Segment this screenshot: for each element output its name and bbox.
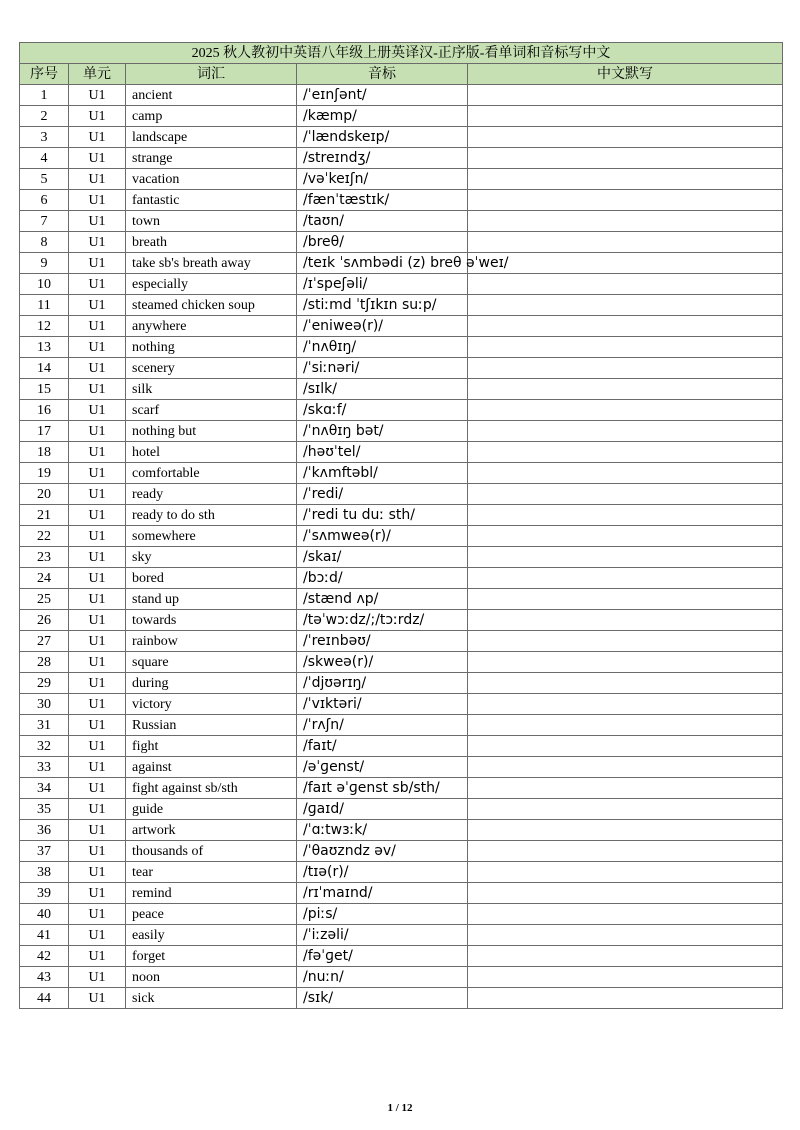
row-phonetic: /fəˈɡet/: [297, 946, 468, 967]
table-row: [20, 778, 783, 799]
row-answer-blank[interactable]: [468, 904, 783, 925]
header-unit: 单元: [69, 64, 126, 85]
row-phonetic: /ˈɑːtwɜːk/: [297, 820, 468, 841]
row-phonetic: /fænˈtæstɪk/: [297, 190, 468, 211]
row-unit: U1: [69, 85, 126, 106]
row-answer-blank[interactable]: [468, 232, 783, 253]
row-unit: U1: [69, 127, 126, 148]
row-phonetic: /ˈredi tu duː sth/: [297, 505, 468, 526]
row-phonetic: /breθ/: [297, 232, 468, 253]
row-word: nothing but: [126, 421, 297, 442]
row-number: 23: [20, 547, 69, 568]
row-phonetic: /ˈnʌθɪŋ bət/: [297, 421, 468, 442]
row-number: 17: [20, 421, 69, 442]
row-answer-blank[interactable]: [468, 190, 783, 211]
row-number: 29: [20, 673, 69, 694]
table-row: [20, 736, 783, 757]
table-row: [20, 568, 783, 589]
row-word: bored: [126, 568, 297, 589]
row-phonetic: /skaɪ/: [297, 547, 468, 568]
row-unit: U1: [69, 505, 126, 526]
row-word: artwork: [126, 820, 297, 841]
row-word: hotel: [126, 442, 297, 463]
row-unit: U1: [69, 316, 126, 337]
row-number: 1: [20, 85, 69, 106]
row-number: 9: [20, 253, 69, 274]
row-answer-blank[interactable]: [468, 862, 783, 883]
row-unit: U1: [69, 946, 126, 967]
row-word: anywhere: [126, 316, 297, 337]
row-phonetic: /piːs/: [297, 904, 468, 925]
row-number: 40: [20, 904, 69, 925]
row-answer-blank[interactable]: [468, 799, 783, 820]
row-number: 25: [20, 589, 69, 610]
row-answer-blank[interactable]: [468, 316, 783, 337]
row-unit: U1: [69, 841, 126, 862]
row-unit: U1: [69, 379, 126, 400]
table-body: [20, 85, 783, 1009]
row-answer-blank[interactable]: [468, 589, 783, 610]
row-unit: U1: [69, 253, 126, 274]
row-number: 18: [20, 442, 69, 463]
row-unit: U1: [69, 463, 126, 484]
row-number: 22: [20, 526, 69, 547]
row-word: remind: [126, 883, 297, 904]
row-phonetic: /həʊˈtel/: [297, 442, 468, 463]
row-word: strange: [126, 148, 297, 169]
header-word: 词汇: [126, 64, 297, 85]
row-number: 37: [20, 841, 69, 862]
row-phonetic: /vəˈkeɪʃn/: [297, 169, 468, 190]
row-unit: U1: [69, 148, 126, 169]
table-row: [20, 169, 783, 190]
row-unit: U1: [69, 925, 126, 946]
row-answer-blank[interactable]: [468, 610, 783, 631]
row-number: 43: [20, 967, 69, 988]
row-word: stand up: [126, 589, 297, 610]
row-answer-blank[interactable]: [468, 967, 783, 988]
row-word: forget: [126, 946, 297, 967]
row-unit: U1: [69, 778, 126, 799]
table-row: [20, 526, 783, 547]
row-word: against: [126, 757, 297, 778]
row-number: 28: [20, 652, 69, 673]
table-row: [20, 232, 783, 253]
row-answer-blank[interactable]: [468, 253, 783, 274]
row-answer-blank[interactable]: [468, 85, 783, 106]
row-unit: U1: [69, 274, 126, 295]
row-phonetic: /ɡaɪd/: [297, 799, 468, 820]
row-number: 33: [20, 757, 69, 778]
table-row: [20, 379, 783, 400]
table-row: [20, 274, 783, 295]
row-word: sick: [126, 988, 297, 1009]
row-word: victory: [126, 694, 297, 715]
row-phonetic: /ˈvɪktəri/: [297, 694, 468, 715]
row-word: thousands of: [126, 841, 297, 862]
table-row: [20, 316, 783, 337]
table-row: [20, 211, 783, 232]
row-number: 16: [20, 400, 69, 421]
row-word: peace: [126, 904, 297, 925]
title-row: [20, 43, 783, 64]
row-phonetic: /ˈreɪnbəʊ/: [297, 631, 468, 652]
row-word: fight: [126, 736, 297, 757]
row-number: 34: [20, 778, 69, 799]
row-answer-blank[interactable]: [468, 274, 783, 295]
row-number: 10: [20, 274, 69, 295]
row-phonetic: /sɪk/: [297, 988, 468, 1009]
table-row: [20, 715, 783, 736]
table-row: [20, 673, 783, 694]
row-phonetic: /rɪˈmaɪnd/: [297, 883, 468, 904]
row-unit: U1: [69, 547, 126, 568]
row-word: nothing: [126, 337, 297, 358]
row-number: 19: [20, 463, 69, 484]
table-row: [20, 841, 783, 862]
row-word: silk: [126, 379, 297, 400]
row-phonetic: /streɪndʒ/: [297, 148, 468, 169]
row-answer-blank[interactable]: [468, 883, 783, 904]
row-unit: U1: [69, 442, 126, 463]
row-answer-blank[interactable]: [468, 106, 783, 127]
row-unit: U1: [69, 295, 126, 316]
row-phonetic: /stiːmd ˈtʃɪkɪn suːp/: [297, 295, 468, 316]
row-answer-blank[interactable]: [468, 148, 783, 169]
row-number: 21: [20, 505, 69, 526]
row-number: 31: [20, 715, 69, 736]
row-number: 6: [20, 190, 69, 211]
table-row: [20, 358, 783, 379]
row-number: 4: [20, 148, 69, 169]
row-phonetic: /skɑːf/: [297, 400, 468, 421]
row-number: 38: [20, 862, 69, 883]
row-number: 36: [20, 820, 69, 841]
table-row: [20, 127, 783, 148]
row-unit: U1: [69, 820, 126, 841]
row-answer-blank[interactable]: [468, 988, 783, 1009]
row-answer-blank[interactable]: [468, 631, 783, 652]
row-unit: U1: [69, 589, 126, 610]
table-row: [20, 652, 783, 673]
row-unit: U1: [69, 673, 126, 694]
row-phonetic: /ˈnʌθɪŋ/: [297, 337, 468, 358]
row-number: 39: [20, 883, 69, 904]
row-unit: U1: [69, 757, 126, 778]
table-row: [20, 106, 783, 127]
row-unit: U1: [69, 211, 126, 232]
row-unit: U1: [69, 484, 126, 505]
row-word: rainbow: [126, 631, 297, 652]
row-number: 41: [20, 925, 69, 946]
row-number: 35: [20, 799, 69, 820]
table-row: [20, 421, 783, 442]
row-number: 5: [20, 169, 69, 190]
row-answer-blank[interactable]: [468, 946, 783, 967]
row-answer-blank[interactable]: [468, 358, 783, 379]
table-row: [20, 610, 783, 631]
row-word: ready: [126, 484, 297, 505]
row-word: easily: [126, 925, 297, 946]
row-unit: U1: [69, 169, 126, 190]
row-answer-blank[interactable]: [468, 820, 783, 841]
row-unit: U1: [69, 568, 126, 589]
row-word: vacation: [126, 169, 297, 190]
row-word: scenery: [126, 358, 297, 379]
row-number: 32: [20, 736, 69, 757]
row-answer-blank[interactable]: [468, 169, 783, 190]
row-answer-blank[interactable]: [468, 652, 783, 673]
row-word: during: [126, 673, 297, 694]
row-unit: U1: [69, 694, 126, 715]
table-row: [20, 799, 783, 820]
row-phonetic: /bɔːd/: [297, 568, 468, 589]
row-phonetic: /ˈsiːnəri/: [297, 358, 468, 379]
row-unit: U1: [69, 400, 126, 421]
row-word: especially: [126, 274, 297, 295]
table-row: [20, 946, 783, 967]
row-unit: U1: [69, 610, 126, 631]
table-row: [20, 148, 783, 169]
table-row: [20, 295, 783, 316]
row-word: square: [126, 652, 297, 673]
row-word: somewhere: [126, 526, 297, 547]
row-unit: U1: [69, 631, 126, 652]
row-answer-blank[interactable]: [468, 337, 783, 358]
row-number: 42: [20, 946, 69, 967]
header-num: 序号: [20, 64, 69, 85]
row-number: 2: [20, 106, 69, 127]
header-ipa: 音标: [297, 64, 468, 85]
row-phonetic: /tɪə(r)/: [297, 862, 468, 883]
row-word: noon: [126, 967, 297, 988]
row-answer-blank[interactable]: [468, 295, 783, 316]
row-answer-blank[interactable]: [468, 547, 783, 568]
row-word: fantastic: [126, 190, 297, 211]
row-number: 8: [20, 232, 69, 253]
row-word: landscape: [126, 127, 297, 148]
row-unit: U1: [69, 190, 126, 211]
row-phonetic: /taʊn/: [297, 211, 468, 232]
row-phonetic: /ɪˈspeʃəli/: [297, 274, 468, 295]
table-row: [20, 484, 783, 505]
row-phonetic: /ˈlændskeɪp/: [297, 127, 468, 148]
row-number: 11: [20, 295, 69, 316]
row-phonetic: /faɪt/: [297, 736, 468, 757]
table-row: [20, 694, 783, 715]
row-phonetic: /ˈkʌmftəbl/: [297, 463, 468, 484]
table-row: [20, 253, 783, 274]
row-number: 44: [20, 988, 69, 1009]
row-answer-blank[interactable]: [468, 505, 783, 526]
row-unit: U1: [69, 904, 126, 925]
row-number: 27: [20, 631, 69, 652]
row-unit: U1: [69, 232, 126, 253]
row-unit: U1: [69, 106, 126, 127]
row-unit: U1: [69, 988, 126, 1009]
row-answer-blank[interactable]: [468, 778, 783, 799]
row-unit: U1: [69, 421, 126, 442]
row-unit: U1: [69, 967, 126, 988]
row-phonetic: /ˈeniweə(r)/: [297, 316, 468, 337]
row-word: fight against sb/sth: [126, 778, 297, 799]
table-row: [20, 400, 783, 421]
table-row: [20, 904, 783, 925]
row-answer-blank[interactable]: [468, 400, 783, 421]
row-word: town: [126, 211, 297, 232]
table-row: [20, 463, 783, 484]
row-answer-blank[interactable]: [468, 211, 783, 232]
row-number: 26: [20, 610, 69, 631]
row-phonetic: /stænd ʌp/: [297, 589, 468, 610]
row-number: 24: [20, 568, 69, 589]
table-row: [20, 85, 783, 106]
row-answer-blank[interactable]: [468, 673, 783, 694]
row-answer-blank[interactable]: [468, 484, 783, 505]
table-row: [20, 862, 783, 883]
table-row: [20, 505, 783, 526]
row-phonetic: /ˈrʌʃn/: [297, 715, 468, 736]
table-row: [20, 967, 783, 988]
row-unit: U1: [69, 337, 126, 358]
row-word: take sb's breath away: [126, 253, 297, 274]
table-row: [20, 631, 783, 652]
page-title: 2025 秋人教初中英语八年级上册英译汉-正序版-看单词和音标写中文: [20, 43, 783, 64]
row-phonetic: /əˈɡenst/: [297, 757, 468, 778]
row-answer-blank[interactable]: [468, 715, 783, 736]
row-answer-blank[interactable]: [468, 568, 783, 589]
row-number: 20: [20, 484, 69, 505]
row-word: scarf: [126, 400, 297, 421]
row-unit: U1: [69, 883, 126, 904]
row-word: Russian: [126, 715, 297, 736]
table-row: [20, 757, 783, 778]
row-phonetic: /ˈdjʊərɪŋ/: [297, 673, 468, 694]
table-row: [20, 883, 783, 904]
row-word: ancient: [126, 85, 297, 106]
row-phonetic: /nuːn/: [297, 967, 468, 988]
row-answer-blank[interactable]: [468, 379, 783, 400]
row-unit: U1: [69, 358, 126, 379]
row-word: towards: [126, 610, 297, 631]
row-phonetic: /skweə(r)/: [297, 652, 468, 673]
row-phonetic: /ˈiːzəli/: [297, 925, 468, 946]
row-answer-blank[interactable]: [468, 736, 783, 757]
table-row: [20, 820, 783, 841]
row-unit: U1: [69, 862, 126, 883]
row-word: ready to do sth: [126, 505, 297, 526]
row-number: 30: [20, 694, 69, 715]
row-phonetic: /ˈθaʊzndz əv/: [297, 841, 468, 862]
row-phonetic: /ˈsʌmweə(r)/: [297, 526, 468, 547]
row-number: 14: [20, 358, 69, 379]
row-word: tear: [126, 862, 297, 883]
table-row: [20, 442, 783, 463]
row-word: comfortable: [126, 463, 297, 484]
row-unit: U1: [69, 799, 126, 820]
row-number: 15: [20, 379, 69, 400]
row-unit: U1: [69, 526, 126, 547]
row-phonetic: /ˈeɪnʃənt/: [297, 85, 468, 106]
row-number: 13: [20, 337, 69, 358]
row-answer-blank[interactable]: [468, 757, 783, 778]
row-phonetic: /kæmp/: [297, 106, 468, 127]
row-word: camp: [126, 106, 297, 127]
row-unit: U1: [69, 652, 126, 673]
row-answer-blank[interactable]: [468, 526, 783, 547]
row-answer-blank[interactable]: [468, 463, 783, 484]
row-answer-blank[interactable]: [468, 421, 783, 442]
row-number: 7: [20, 211, 69, 232]
table-row: [20, 337, 783, 358]
row-phonetic: /təˈwɔːdz/;/tɔːrdz/: [297, 610, 468, 631]
table-row: [20, 589, 783, 610]
vocab-table: [19, 42, 783, 1009]
table-row: [20, 547, 783, 568]
row-answer-blank[interactable]: [468, 694, 783, 715]
table-row: [20, 190, 783, 211]
row-phonetic: /sɪlk/: [297, 379, 468, 400]
table-row: [20, 988, 783, 1009]
row-phonetic: /teɪk ˈsʌmbədi (z) breθ əˈweɪ/: [297, 253, 468, 274]
row-phonetic: /ˈredi/: [297, 484, 468, 505]
row-word: breath: [126, 232, 297, 253]
row-number: 3: [20, 127, 69, 148]
row-phonetic: /faɪt əˈɡenst sb/sth/: [297, 778, 468, 799]
header-cn: 中文默写: [468, 64, 783, 85]
table-row: [20, 925, 783, 946]
row-answer-blank[interactable]: [468, 925, 783, 946]
row-unit: U1: [69, 736, 126, 757]
row-word: steamed chicken soup: [126, 295, 297, 316]
row-answer-blank[interactable]: [468, 442, 783, 463]
row-answer-blank[interactable]: [468, 841, 783, 862]
row-answer-blank[interactable]: [468, 127, 783, 148]
row-number: 12: [20, 316, 69, 337]
row-word: guide: [126, 799, 297, 820]
header-row: [20, 64, 783, 85]
row-word: sky: [126, 547, 297, 568]
page-number: 1 / 12: [387, 1102, 413, 1114]
row-unit: U1: [69, 715, 126, 736]
